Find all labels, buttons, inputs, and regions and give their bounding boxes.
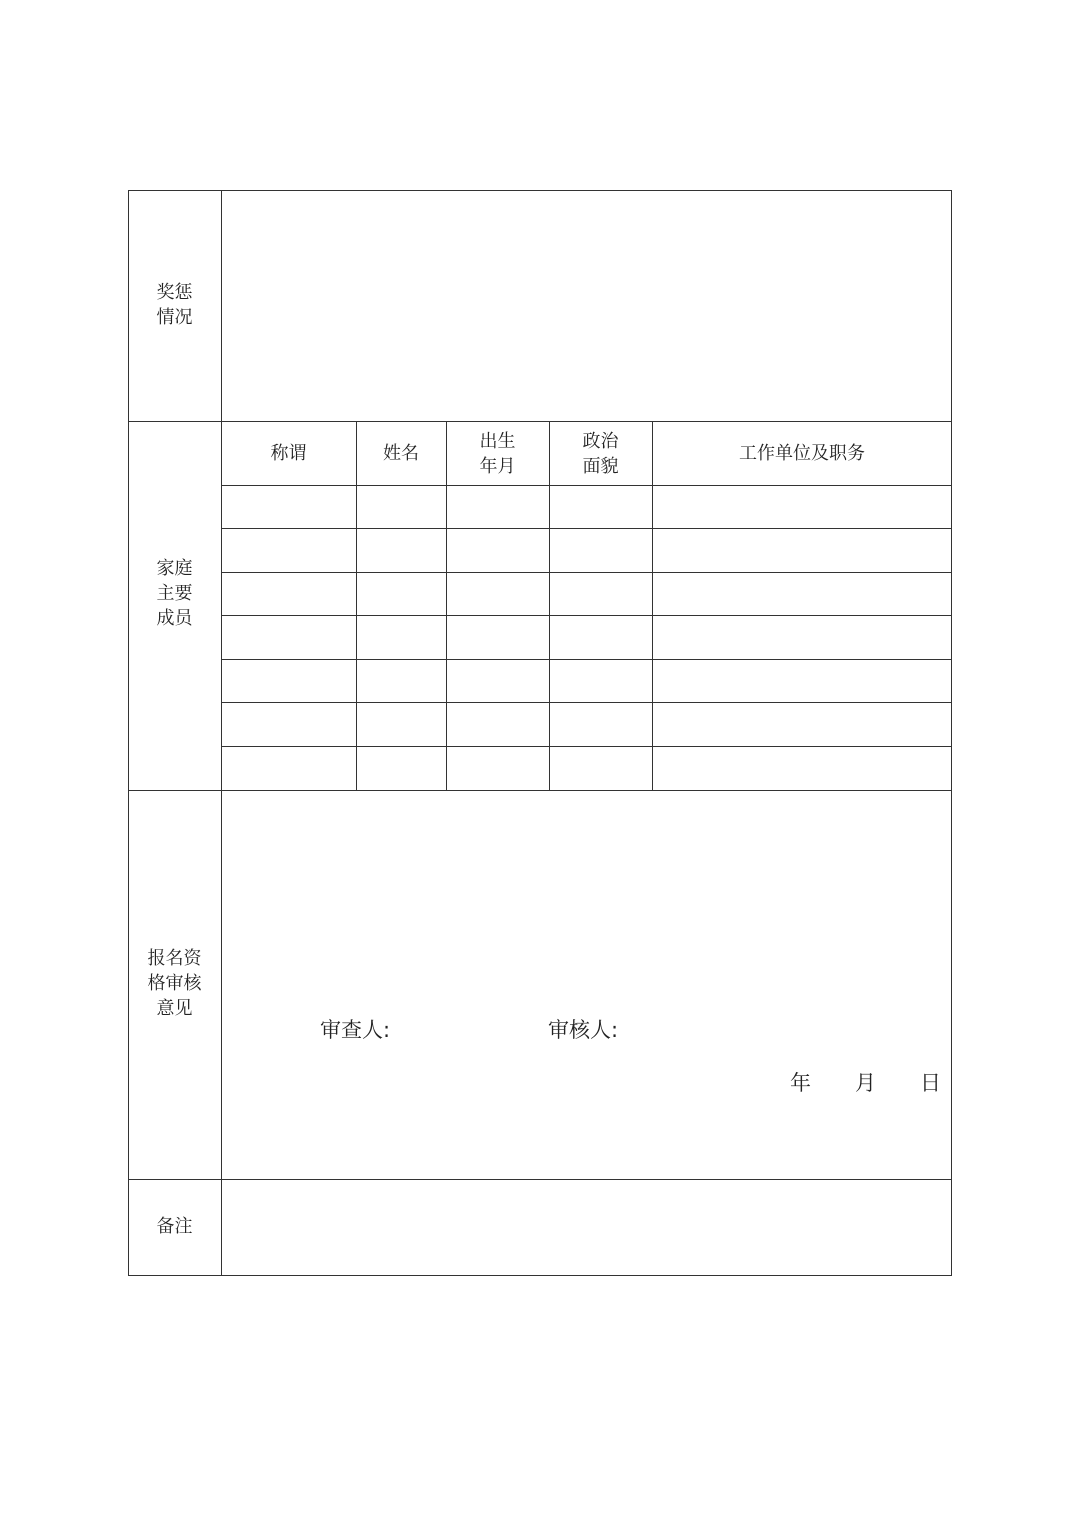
border-bottom: [128, 1275, 952, 1276]
col-header-relation: 称谓: [270, 443, 307, 464]
checker-label: 审查人:: [320, 1018, 391, 1042]
remarks-field[interactable]: [222, 1180, 951, 1275]
rewards-label: 奖惩 情况: [156, 282, 193, 328]
review-label: 报名资 格审核 意见: [147, 948, 202, 1019]
date-day: 日: [920, 1071, 941, 1095]
section-divider-rewards: [128, 421, 952, 422]
col-header-political: 政治 面貌: [582, 431, 619, 477]
border-left: [128, 190, 129, 1276]
date-month: 月: [855, 1071, 876, 1095]
col-header-employer: 工作单位及职务: [739, 443, 865, 464]
col-header-birth: 出生 年月: [479, 431, 516, 477]
family-row[interactable]: [222, 703, 951, 746]
family-row[interactable]: [222, 660, 951, 702]
family-row[interactable]: [222, 616, 951, 659]
family-row[interactable]: [222, 573, 951, 615]
family-row[interactable]: [222, 486, 951, 528]
date-year: 年: [790, 1071, 811, 1095]
rewards-field[interactable]: [222, 191, 951, 421]
border-right: [951, 190, 952, 1276]
family-row[interactable]: [222, 529, 951, 572]
family-row[interactable]: [222, 747, 951, 790]
remarks-label: 备注: [156, 1216, 193, 1237]
review-field[interactable]: [222, 791, 951, 1179]
approver-label: 审核人:: [548, 1018, 619, 1042]
family-label: 家庭 主要 成员: [156, 558, 193, 629]
col-header-name: 姓名: [383, 443, 419, 464]
registration-form: [128, 190, 952, 1276]
